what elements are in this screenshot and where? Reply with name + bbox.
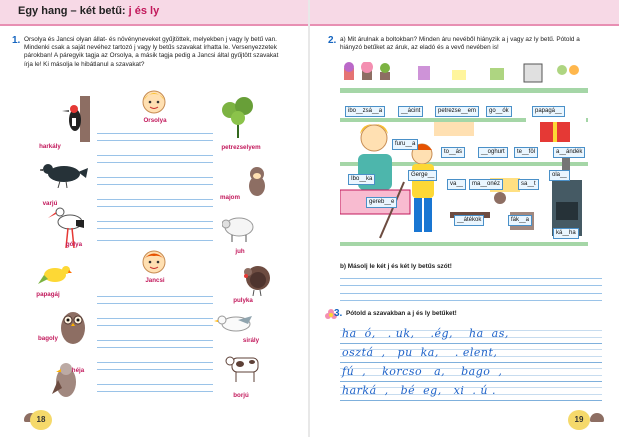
writing-area-task2b[interactable] <box>340 272 602 302</box>
shop-label-1[interactable]: ibo__zsá__a <box>345 106 385 117</box>
animal-label-bagoly: bagoly <box>38 335 58 342</box>
shop-label-13[interactable]: va__ <box>447 179 466 190</box>
shop-label-17[interactable]: gereb__e <box>366 197 397 208</box>
shop-label-16[interactable]: ola__ <box>549 170 570 181</box>
orsolya-face-picture <box>142 90 166 114</box>
handwriting-line[interactable] <box>340 345 602 363</box>
task1-text: Orsolya és Jancsi olyan állat- és növényneveket gyűjtöttek, melyekben j vagy ly betű van. Mindenki csak a saját nevéhez tartozó j vagy ly betűs szavakat írhatta le. Versenyezzetek párokban! A páregyik tagja az Orsolya, a másik tagja pedig a Jancsi által gyűjtött szavakat írja le! Ki másolja le hibátlanul a szavakat? <box>24 36 279 68</box>
handwriting-text: harká , bé eg, xi . ú . <box>342 384 496 397</box>
shop-label-9[interactable]: te__föl <box>514 147 538 158</box>
shop-label-5[interactable]: papagá__ <box>532 106 565 117</box>
task3-number: 3. <box>334 308 343 319</box>
page-header <box>0 0 309 26</box>
seagull-picture <box>214 310 254 334</box>
calf-picture <box>224 352 264 384</box>
handwriting-line[interactable] <box>340 326 602 344</box>
handwriting-text: osztá , pu ka, . elent, <box>342 346 498 359</box>
task3-text: Pótold a szavakban a j és ly betűket! <box>346 310 457 317</box>
sheep-picture <box>222 214 256 242</box>
hawk-picture <box>50 360 84 400</box>
animal-label-siraly: sirály <box>242 337 260 344</box>
task2-number: 2. <box>328 35 337 46</box>
shop-label-10[interactable]: a__ándék <box>553 147 585 158</box>
shop-illustration <box>340 62 588 258</box>
animal-label-pulyka: pulyka <box>233 297 253 304</box>
shop-label-11[interactable]: Ibo__ka <box>348 174 375 185</box>
animal-label-borju: borjú <box>233 392 249 399</box>
monkey-picture <box>244 166 270 198</box>
animal-label-heja: héja <box>71 367 85 374</box>
shop-label-18[interactable]: __átékok <box>454 215 484 226</box>
animal-label-juh: juh <box>235 248 245 255</box>
turkey-picture <box>240 262 272 296</box>
shop-label-4[interactable]: go__ók <box>486 106 512 117</box>
shop-label-12[interactable]: Gerge__ <box>408 170 437 181</box>
shop-label-6[interactable]: furu__a <box>392 139 418 150</box>
shop-label-14[interactable]: ma__onéz <box>469 179 503 190</box>
writing-area-orsolya[interactable] <box>97 125 213 245</box>
parrot-picture <box>38 262 72 288</box>
plant-label-petrezselyem: petrezselyem <box>221 144 261 151</box>
animal-label-varju: varjú <box>42 200 58 207</box>
task2b-text: b) Másolj le két j és két ly betűs szót! <box>340 263 452 270</box>
shop-label-20[interactable]: ká__ha <box>553 228 579 239</box>
page-header-right <box>310 0 619 26</box>
page-title <box>18 5 159 17</box>
kid-label-jancsi-text: Jancsi <box>145 277 165 284</box>
shop-label-7[interactable]: to__ás <box>441 147 465 158</box>
title-letters: j és ly <box>128 5 160 17</box>
shop-label-19[interactable]: fák__a <box>508 215 532 226</box>
handwriting-text: fú , korcso a, bago , <box>342 365 503 378</box>
handwriting-line[interactable] <box>340 383 602 401</box>
kid-label-orsolya: Orsolya <box>143 117 167 124</box>
hedgehog-icon <box>590 413 604 422</box>
shop-label-2[interactable]: __ácint <box>398 106 423 117</box>
page-number-left: 18 <box>30 410 52 430</box>
jancsi-face-picture <box>142 250 166 274</box>
animal-label-majom: majom <box>220 194 240 201</box>
animal-label-harkaly: harkály <box>39 143 61 150</box>
page-number-right: 19 <box>568 410 590 430</box>
task1-number: 1. <box>12 35 21 46</box>
crow-picture <box>40 158 88 188</box>
woodpecker-picture <box>62 96 92 142</box>
task2-text: a) Mit árulnak a boltokban? Minden áru nevéből hiányzik a j vagy az ly betű. Pótold a hiányzó betűket az áruk, az eladó és a vevő nevében is! <box>340 36 580 52</box>
title-prefix: Egy hang – két betű: <box>18 5 126 17</box>
parsley-picture <box>218 96 258 138</box>
handwriting-line[interactable] <box>340 364 602 382</box>
shop-label-3[interactable]: petrezse__em <box>435 106 479 117</box>
animal-label-papagaj: papagáj <box>36 291 60 298</box>
shop-label-8[interactable]: __oghurt <box>478 147 508 158</box>
animal-label-golya: gólya <box>65 241 83 248</box>
left-page <box>0 0 309 437</box>
handwriting-text: ha ó, . uk, .ég, ha as, <box>342 327 509 340</box>
shop-label-15[interactable]: sa__t <box>518 179 539 190</box>
writing-area-jancsi[interactable] <box>97 290 213 405</box>
